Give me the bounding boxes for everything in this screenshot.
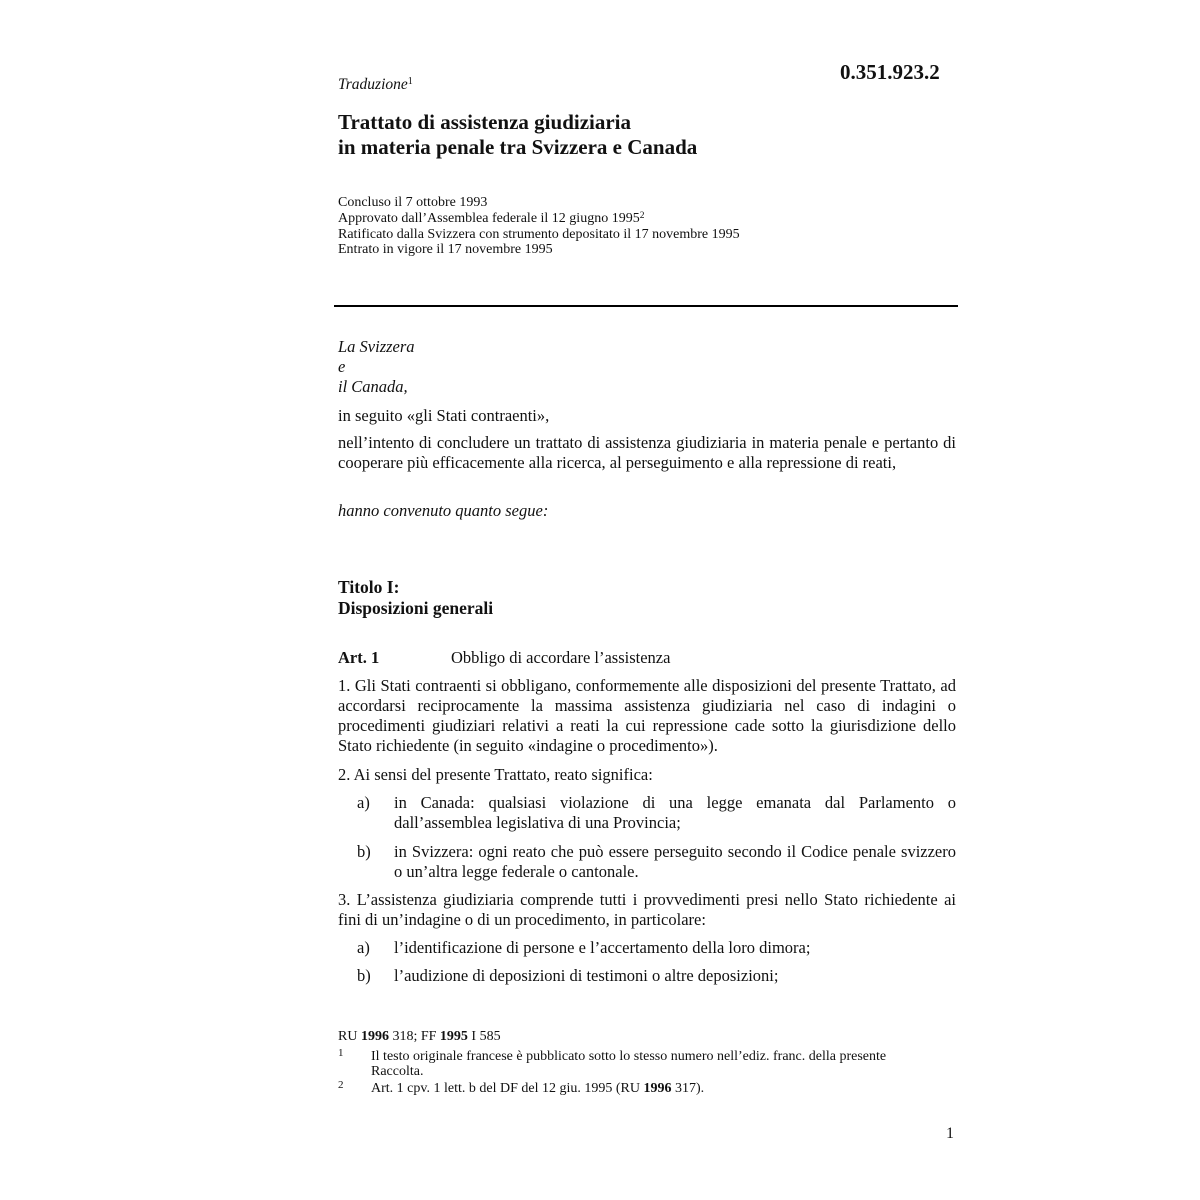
title-line-1: Trattato di assistenza giudiziaria <box>338 110 632 134</box>
ref-ru-page: 318; FF <box>392 1029 437 1044</box>
date-approvato <box>338 211 958 227</box>
footnote-2-before: Art. 1 cpv. 1 lett. b del DF del 12 giu. 1995 (RU <box>371 1081 640 1096</box>
article-paragraph-2: 2. Ai sensi del presente Trattato, reato significa: <box>338 765 653 784</box>
footnote-mark: 2 <box>338 1079 344 1091</box>
preamble-conjunction: e <box>338 357 346 376</box>
ref-ff-year: 1995 <box>439 1029 468 1044</box>
article-label: Art. 1 <box>338 648 380 667</box>
list-item-letter: a) <box>357 938 370 957</box>
source-reference <box>338 1029 501 1045</box>
titolo-label: Titolo I: <box>338 577 400 597</box>
article-title: Obbligo di accordare l’assistenza <box>451 648 671 667</box>
ref-ff-page: I 585 <box>471 1029 501 1044</box>
document-title <box>338 110 958 160</box>
dates-block <box>338 195 958 258</box>
footnote-text <box>371 1081 931 1096</box>
preamble-seguito: in seguito «gli Stati contraenti», <box>338 406 550 425</box>
list-item-letter: b) <box>357 842 371 861</box>
list-item-letter: b) <box>357 966 371 985</box>
traduzione-text: Traduzione <box>338 76 408 93</box>
footnote-text: Il testo originale francese è pubblicato sotto lo stesso numero nell’ediz. franc. della presente Raccolta. <box>371 1049 887 1079</box>
article-paragraph-1: 1. Gli Stati contraenti si obbligano, conformemente alle disposizioni del presente Trattato, ad accordarsi reciprocamente la massima assistenza giudiziaria nel caso di indagini o procedimenti giudiziari relativi a reati la cui repressione cade sotto la giurisdizione dello Stato richiedente (in seguito «indagine o procedimento»). <box>338 676 956 755</box>
list-item-text: l’identificazione di persone e l’accertamento della loro dimora; <box>394 938 811 957</box>
footnote-ref-1[interactable]: 1 <box>407 76 413 87</box>
titolo-name: Disposizioni generali <box>338 598 494 618</box>
titolo-heading <box>338 577 493 619</box>
date-approvato-text: Approvato dall’Assemblea federale il 12 giugno 1995 <box>338 210 640 226</box>
preamble-party-2: il Canada, <box>338 377 408 396</box>
date-concluso: Concluso il 7 ottobre 1993 <box>338 195 488 210</box>
preamble-intento: nell’intento di concludere un trattato di assistenza giudiziaria in materia penale e pertanto di cooperare più efficacemente alla ricerca, al perseguimento e alla repressione di reati, <box>338 433 956 472</box>
title-line-2: in materia penale tra Svizzera e Canada <box>338 135 698 159</box>
footnote-2-after: 317). <box>674 1081 705 1096</box>
footnote-ref-2[interactable]: 2 <box>639 210 645 221</box>
sr-number: 0.351.923.2 <box>840 60 940 84</box>
list-item-text: in Svizzera: ogni reato che può essere perseguito secondo il Codice penale svizzero o un’altra legge federale o cantonale. <box>394 842 956 881</box>
article-paragraph-3: 3. L’assistenza giudiziaria comprende tutti i provvedimenti presi nello Stato richiedente ai fini di un’indagine o di un procedimento, in particolare: <box>338 890 956 929</box>
preamble-party-1: La Svizzera <box>338 337 415 356</box>
preamble-convenuto: hanno convenuto quanto segue: <box>338 501 549 520</box>
date-entrato: Entrato in vigore il 17 novembre 1995 <box>338 242 553 258</box>
list-item-text: in Canada: qualsiasi violazione di una legge emanata dal Parlamento o dall’assemblea legislativa di una Provincia; <box>394 793 956 832</box>
horizontal-rule <box>334 305 958 307</box>
ref-ru: RU <box>338 1029 358 1044</box>
footnote-mark: 1 <box>338 1047 344 1059</box>
traduzione-label <box>338 76 413 94</box>
date-ratificato: Ratificato dalla Svizzera con strumento depositato il 17 novembre 1995 <box>338 226 740 242</box>
footnote-2-bold: 1996 <box>643 1081 672 1096</box>
list-item-letter: a) <box>357 793 370 812</box>
page-number: 1 <box>946 1125 954 1142</box>
ref-ru-year: 1996 <box>360 1029 389 1044</box>
list-item-text: l’audizione di deposizioni di testimoni o altre deposizioni; <box>394 966 779 985</box>
